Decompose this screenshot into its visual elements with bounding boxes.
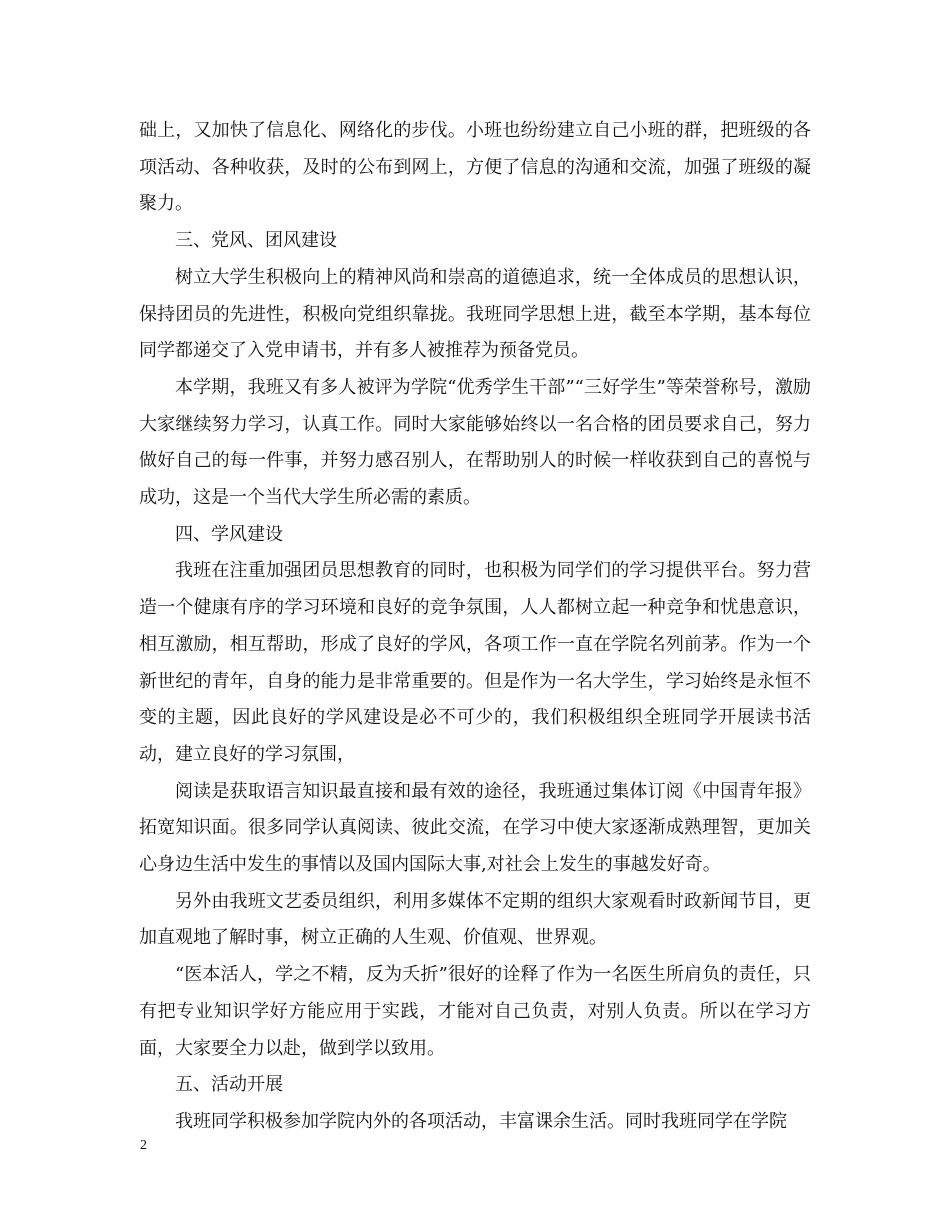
page-number: 2 (140, 1138, 147, 1153)
paragraph: 本学期，我班又有多人被评为学院“优秀学生干部”“三好学生”等荣誉称号，激励大家继续努力学习，认真工作。同时大家能够始终以一名合格的团员要求自己，努力做好自己的每一件事，并努力感召别人，在帮助别人的时候一样收获到自己的喜悦与成功，这是一个当代大学生所必需的素质。 (139, 376, 811, 509)
paragraph: 树立大学生积极向上的精神风尚和崇高的道德追求，统一全体成员的思想认识，保持团员的先进性，积极向党组织靠拢。我班同学思想上进，截至本学期，基本每位同学都递交了入党申请书，并有多人被推荐为预备党员。 (139, 266, 811, 362)
section-heading-activities: 五、活动开展 (175, 1074, 283, 1096)
section-heading-study-style: 四、学风建设 (175, 523, 283, 545)
paragraph: 另外由我班文艺委员组织，利用多媒体不定期的组织大家观看时政新闻节目，更加直观地了解时事，树立正确的人生观、价值观、世界观。 (139, 890, 811, 949)
paragraph-continuation: 础上，又加快了信息化、网络化的步伐。小班也纷纷建立自己小班的群，把班级的各项活动、各种收获，及时的公布到网上，方便了信息的沟通和交流，加强了班级的凝聚力。 (139, 120, 811, 215)
paragraph: 我班同学积极参加学院内外的各项活动，丰富课余生活。同时我班同学在学院 (175, 1110, 787, 1132)
paragraph: 我班在注重加强团员思想教育的同时，也积极为同学们的学习提供平台。努力营造一个健康有序的学习环境和良好的竞争氛围，人人都树立起一种竞争和忧患意识，相互激励，相互帮助，形成了良好的学风，各项工作一直在学院名列前茅。作为一个新世纪的青年，自身的能力是非常重要的。但是作为一名大学生，学习始终是永恒不变的主题，因此良好的学风建设是必不可少的，我们积极组织全班同学开展读书活动，建立良好的学习氛围， (139, 560, 811, 765)
section-heading-party-style: 三、党风、团风建设 (175, 230, 337, 252)
document-body (139, 113, 811, 1141)
paragraph: 阅读是获取语言知识最直接和最有效的途径，我班通过集体订阅《中国青年报》拓宽知识面。很多同学认真阅读、彼此交流，在学习中使大家逐渐成熟理智，更加关心身边生活中发生的事情以及国内国际大事,对社会上发生的事越发好奇。 (139, 780, 811, 876)
paragraph: “医本活人，学之不精，反为夭折”很好的诠释了作为一名医生所肩负的责任，只有把专业知识学好方能应用于实践，才能对自己负责，对别人负责。所以在学习方面，大家要全力以赴，做到学以致用。 (139, 964, 811, 1059)
